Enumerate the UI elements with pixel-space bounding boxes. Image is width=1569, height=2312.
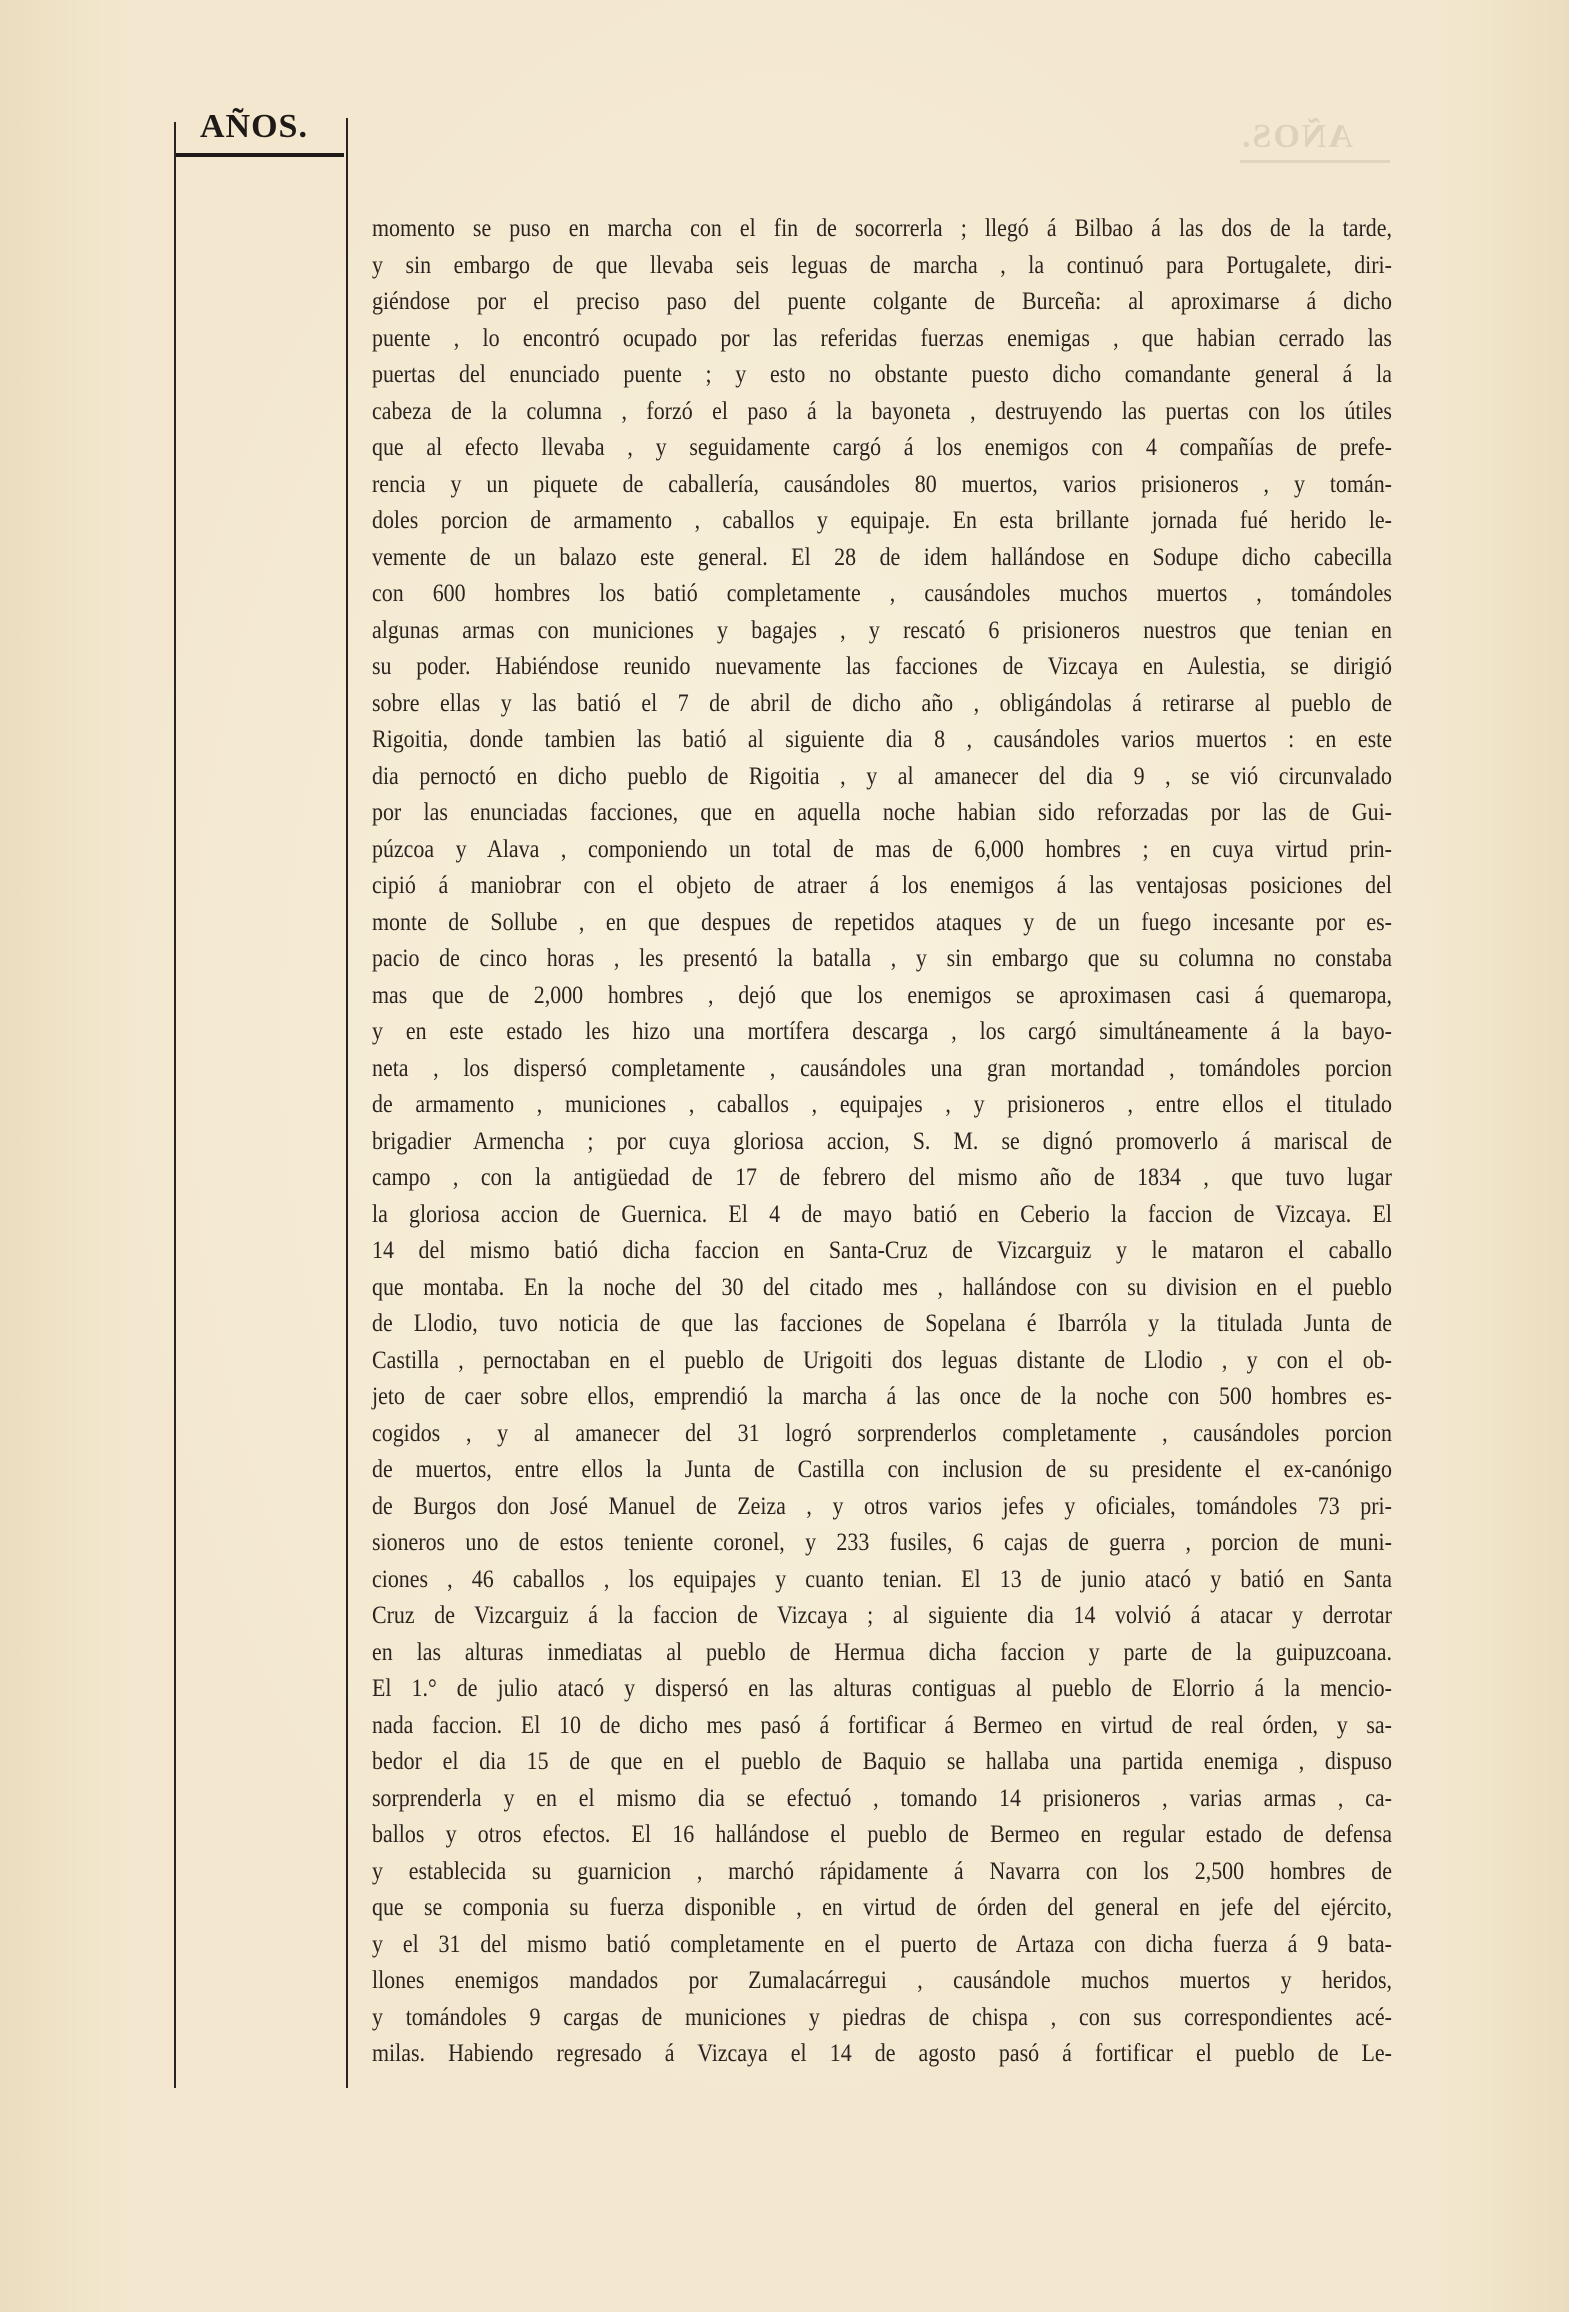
left-margin-rule [174,122,176,2088]
text-line: de Burgos don José Manuel de Zeiza , y otros varios jefes y oficiales, tomándoles 73 pri- [372,1490,1392,1520]
text-line: dia pernoctó en dicho pueblo de Rigoitia , y al amanecer del dia 9 , se vió circunvalado [372,760,1392,790]
text-line: de muertos, entre ellos la Junta de Castilla con inclusion de su presidente el ex-canónigo [372,1454,1392,1483]
text-line: y sin embargo de que llevaba seis leguas de marcha , la continuó para Portugalete, diri- [372,249,1392,279]
text-line: y establecida su guarnicion , marchó rápidamente á Navarra con los 2,500 hombres de [372,1855,1392,1885]
text-line: en las alturas inmediatas al pueblo de Hermua dicha faccion y parte de la guipuzcoana. [372,1636,1392,1666]
bleed-through-rule [1240,160,1390,163]
text-line: Castilla , pernoctaban en el pueblo de Urigoiti dos leguas distante de Llodio , y con el ob- [372,1344,1392,1374]
text-line: y tomándoles 9 cargas de municiones y piedras de chispa , con sus correspondientes acé- [372,2001,1392,2031]
text-line: que se componia su fuerza disponible , en virtud de órden del general en jefe del ejército, [372,1892,1392,1921]
text-line: ballos y otros efectos. El 16 hallándose el pueblo de Bermeo en regular estado de defensa [372,1819,1392,1848]
text-line: por las enunciadas facciones, que en aquella noche habian sido reforzadas por las de Gui- [372,797,1392,826]
text-line: vemente de un balazo este general. El 28 de idem hallándose en Sodupe dicho cabecilla [372,541,1392,571]
text-line: doles porcion de armamento , caballos y equipaje. En esta brillante jornada fué herido le- [372,505,1392,534]
text-line: Cruz de Vizcarguiz á la faccion de Vizcaya ; al siguiente dia 14 volvió á atacar y derrotar [372,1600,1392,1629]
text-line: de Llodio, tuvo noticia de que las facciones de Sopelana é Ibarróla y la titulada Junta de [372,1308,1392,1337]
text-line: puertas del enunciado puente ; y esto no obstante puesto dicho comandante general á la [372,359,1392,388]
text-line: cabeza de la columna , forzó el paso á la bayoneta , destruyendo las puertas con los útiles [372,395,1392,425]
body-text [372,210,1392,2072]
text-line: 14 del mismo batió dicha faccion en Santa-Cruz de Vizcarguiz y le mataron el caballo [372,1235,1392,1264]
text-line: su poder. Habiéndose reunido nuevamente las facciones de Vizcaya en Aulestia, se dirigió [372,651,1392,680]
text-line: rencia y un piquete de caballería, causándoles 80 muertos, varios prisioneros , y tomán- [372,468,1392,498]
text-line: la gloriosa accion de Guernica. El 4 de mayo batió en Ceberio la faccion de Vizcaya. El [372,1198,1392,1228]
text-line: bedor el dia 15 de que en el pueblo de Baquio se hallaba una partida enemiga , dispuso [372,1746,1392,1775]
text-line: cipió á maniobrar con el objeto de atraer á los enemigos á las ventajosas posiciones del [372,870,1392,899]
text-line: sioneros uno de estos teniente coronel, y 233 fusiles, 6 cajas de guerra , porcion de muni- [372,1527,1392,1556]
text-line: que montaba. En la noche del 30 del citado mes , hallándose con su division en el pueblo [372,1271,1392,1301]
text-line: y el 31 del mismo batió completamente en el puerto de Artaza con dicha fuerza á 9 bata- [372,1928,1392,1958]
header-rule [176,153,344,157]
text-line: pacio de cinco horas , les presentó la batalla , y sin embargo que su columna no constaba [372,943,1392,972]
text-line: cogidos , y al amanecer del 31 logró sorprenderlos completamente , causándoles porcion [372,1417,1392,1447]
text-line: El 1.° de julio atacó y dispersó en las alturas contiguas al pueblo de Elorrio á la mencio- [372,1673,1392,1702]
text-line: de armamento , municiones , caballos , equipajes , y prisioneros , entre ellos el titulado [372,1089,1392,1118]
text-line: nada faccion. El 10 de dicho mes pasó á fortificar á Bermeo en virtud de real órden, y sa- [372,1709,1392,1739]
text-line: con 600 hombres los batió completamente , causándoles muchos muertos , tomándoles [372,578,1392,607]
bleed-through-header: AÑOS. [1240,118,1353,155]
text-line: púzcoa y Alava , componiendo un total de mas de 6,000 hombres ; en cuya virtud prin- [372,833,1392,863]
text-line: jeto de caer sobre ellos, emprendió la marcha á las once de la noche con 500 hombres es- [372,1381,1392,1410]
text-line: ciones , 46 caballos , los equipajes y cuanto tenian. El 13 de junio atacó y batió en Santa [372,1563,1392,1593]
text-line: mas que de 2,000 hombres , dejó que los enemigos se aproximasen casi á quemaropa, [372,979,1392,1009]
text-line: sorprenderla y en el mismo dia se efectuó , tomando 14 prisioneros , varias armas , ca- [372,1782,1392,1812]
text-line: y en este estado les hizo una mortífera descarga , los cargó simultáneamente á la bayo- [372,1016,1392,1045]
text-line: que al efecto llevaba , y seguidamente cargó á los enemigos con 4 compañías de prefe- [372,432,1392,461]
text-line: neta , los dispersó completamente , causándoles una gran mortandad , tomándoles porcion [372,1052,1392,1082]
text-line: milas. Habiendo regresado á Vizcaya el 14 de agosto pasó á fortificar el pueblo de Le- [372,2038,1392,2067]
text-line: monte de Sollube , en que despues de repetidos ataques y de un fuego incesante por es- [372,906,1392,936]
text-line: llones enemigos mandados por Zumalacárregui , causándole muchos muertos y heridos, [372,1965,1392,1994]
text-line: giéndose por el preciso paso del puente colgante de Burceña: al aproximarse á dicho [372,286,1392,315]
text-line: puente , lo encontró ocupado por las referidas fuerzas enemigas , que habian cerrado las [372,322,1392,352]
text-margin-rule [346,118,348,2088]
text-line: algunas armas con municiones y bagajes , y rescató 6 prisioneros nuestros que tenian en [372,614,1392,644]
text-line: Rigoitia, donde tambien las batió al siguiente dia 8 , causándoles varios muertos : en este [372,724,1392,753]
text-line: campo , con la antigüedad de 17 de febrero del mismo año de 1834 , que tuvo lugar [372,1162,1392,1191]
text-line: brigadier Armencha ; por cuya gloriosa accion, S. M. se dignó promoverlo á mariscal de [372,1125,1392,1155]
text-line: momento se puso en marcha con el fin de socorrerla ; llegó á Bilbao á las dos de la tarde, [372,213,1392,242]
page-header: AÑOS. [200,108,308,145]
text-line: sobre ellas y las batió el 7 de abril de dicho año , obligándolas á retirarse al pueblo de [372,687,1392,717]
